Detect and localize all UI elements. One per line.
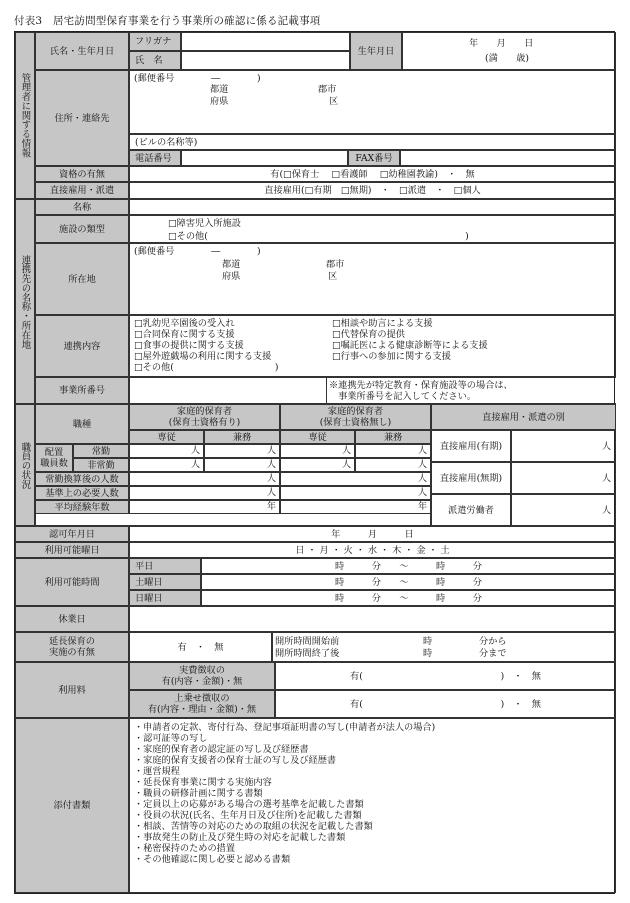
cooperation-label: 連携内容 [35, 315, 129, 377]
prefecture-top: 都道 [210, 84, 229, 95]
cooperation-item[interactable]: □代替保育の提供 [332, 329, 405, 340]
phone-field[interactable] [181, 150, 348, 166]
parttime-label: 非常勤 [73, 458, 129, 472]
staff-filler [35, 514, 431, 526]
attachment-item: ・その他確認に関し必要と認める書類 [134, 854, 291, 865]
col-unqualified-header: 家庭的保育者 (保育士資格無し) [280, 404, 431, 430]
cooperation-item[interactable]: □嘱託医による健康診断等による支援 [332, 340, 488, 351]
phone-label: 電話番号 [129, 150, 181, 166]
office-number-note [327, 377, 616, 404]
name-field[interactable] [181, 51, 350, 70]
building-field[interactable]: (ビルの名称等) [129, 134, 616, 150]
page-title: 付表3 居宅訪問型保育事業を行う事業所の確認に係る記載事項 [14, 15, 321, 27]
attachment-item: ・家庭的保育者の認定証の写し及び経歴書 [134, 744, 309, 755]
manager-section-label: 管理者に関する情報 [15, 32, 35, 199]
attachment-item: ・申請者の定款、寄付行為、登記事項証明書の写し(申請者が法人の場合) [134, 722, 436, 733]
fax-label: FAX番号 [348, 150, 400, 166]
facility-type-option-1[interactable]: □障害児入所施設 [168, 218, 241, 229]
holiday-field[interactable] [129, 606, 616, 632]
address-field[interactable] [129, 70, 616, 134]
attachment-item: ・職員の研修計画に関する書類 [134, 788, 263, 799]
office-number-label: 事業所番号 [35, 377, 129, 404]
name-label: 氏 名 [129, 51, 181, 70]
fulltime-b-senju[interactable]: 人 [280, 444, 355, 458]
attachment-item: ・延長保育事業に関する実施内容 [134, 777, 272, 788]
birth-date: 年 月 日 [469, 38, 534, 49]
fax-field[interactable] [400, 150, 616, 166]
extended-before-hour: 時 [423, 636, 433, 647]
fulltime-label: 常勤 [73, 444, 129, 458]
extended-after-minute: 分まで [479, 648, 507, 659]
direct-fixed-label: 直接雇用(有期) [431, 430, 511, 462]
fee-extra-value[interactable]: 有( ) ・ 無 [275, 690, 616, 718]
office-number-note-text: ※連携先が特定教育・保育施設等の場合は、 事業所番号を記入してください。 [329, 380, 513, 402]
address-label: 住所・連絡先 [35, 70, 129, 166]
fulltime-b-kennmu[interactable]: 人 [355, 444, 431, 458]
available-days-label: 利用可能曜日 [15, 542, 129, 558]
required-a[interactable]: 人 [129, 486, 280, 500]
attachment-item: ・定員以上の応募がある場合の選考基準を記載した書類 [134, 799, 364, 810]
hours-saturday-label: 土曜日 [129, 574, 201, 590]
kennmu-header-b: 兼務 [355, 430, 431, 444]
employment-value[interactable]: 直接雇用(□有期 □無期) ・ □派遣 ・ □個人 [129, 182, 616, 199]
extended-care-label: 延長保育の 実施の有無 [15, 632, 129, 662]
facility-type-label: 施設の類型 [35, 215, 129, 243]
converted-a[interactable]: 人 [129, 472, 280, 486]
kennmu-header-a: 兼務 [204, 430, 280, 444]
cooperation-right-list [332, 318, 488, 362]
fee-extra-label: 上乗せ徴収の 有(内容・理由・金額)・無 [129, 690, 275, 718]
furigana-label: フリガナ [129, 32, 181, 51]
hours-sunday-label: 日曜日 [129, 590, 201, 606]
cooperation-item[interactable]: □その他( ) [134, 362, 279, 373]
extended-after-hour: 時 [423, 648, 433, 659]
attachment-item: ・家庭的保育支援者の保育士証の写し及び経歴書 [134, 755, 337, 766]
direct-fixed-value[interactable]: 人 [511, 430, 616, 462]
direct-perm-label: 直接雇用(無期) [431, 462, 511, 494]
extended-care-yesno[interactable]: 有 ・ 無 [129, 632, 272, 662]
facility-type-field[interactable] [129, 215, 616, 243]
office-number-field[interactable] [129, 377, 327, 404]
age: (満 歳) [485, 53, 529, 64]
hours-sunday-value[interactable]: 時 分 ～ 時 分 [201, 590, 616, 606]
cooperation-field[interactable] [129, 315, 616, 377]
parttime-a-senju[interactable]: 人 [129, 458, 204, 472]
partner-city: 郡市 [326, 259, 345, 270]
available-days-value[interactable]: 日 ・ 月 ・ 火 ・ 水 ・ 木 ・ 金 ・ 土 [129, 542, 616, 558]
experience-b[interactable]: 年 [280, 500, 431, 514]
ward: 区 [329, 96, 339, 107]
partner-location-field[interactable] [129, 243, 616, 315]
fee-label: 利用料 [15, 662, 129, 718]
parttime-a-kennmu[interactable]: 人 [204, 458, 280, 472]
qualification-value[interactable]: 有(□保育士 □看護師 □幼稚園教諭) ・ 無 [129, 166, 616, 182]
employment-type-header: 直接雇用・派遣の別 [431, 404, 616, 430]
partner-section-label: 連携先の名称・所在地 [15, 199, 35, 404]
staff-section-label: 職員の状況 [15, 404, 35, 526]
converted-label: 常勤換算後の人数 [35, 472, 129, 486]
postal-code: (郵便番号 ― ) [134, 73, 261, 84]
cooperation-left-list [134, 318, 278, 373]
dispatch-value[interactable]: 人 [511, 494, 616, 526]
extended-before-minute: 分から [479, 636, 507, 647]
approval-date-label: 認可年月日 [15, 526, 129, 542]
facility-type-option-2[interactable]: □その他( ) [168, 231, 469, 242]
hours-saturday-value[interactable]: 時 分 ～ 時 分 [201, 574, 616, 590]
hours-weekday-value[interactable]: 時 分 ～ 時 分 [201, 558, 616, 574]
staff-count-label: 配置 職員数 [35, 444, 73, 472]
parttime-b-senju[interactable]: 人 [280, 458, 355, 472]
employment-label: 直接雇用・派遣 [35, 182, 129, 199]
partner-ward: 区 [328, 271, 338, 282]
converted-b[interactable]: 人 [280, 472, 431, 486]
partner-postal: (郵便番号 ― ) [134, 246, 261, 257]
attachment-item: ・秘密保持のための措置 [134, 843, 236, 854]
partner-name-label: 名称 [35, 199, 129, 215]
senju-header-a: 専従 [129, 430, 204, 444]
holiday-label: 休業日 [15, 606, 129, 632]
extended-care-times[interactable] [272, 632, 616, 662]
required-b[interactable]: 人 [280, 486, 431, 500]
prefecture-bottom: 府県 [210, 96, 229, 107]
cooperation-item[interactable]: □相談や助言による支援 [332, 318, 433, 329]
attachment-item: ・相談、苦情等の対応のための取組の状況を記載した書類 [134, 821, 373, 832]
col-qualified-header: 家庭的保育者 (保育士資格有り) [129, 404, 280, 430]
cooperation-item[interactable]: □合同保育に関する支援 [134, 329, 235, 340]
fee-actual-label: 実費徴収の 有(内容・金額)・無 [129, 662, 275, 690]
extended-before-label: 開所時間開始前 [275, 636, 340, 647]
attachment-item: ・認可証等の写し [134, 733, 208, 744]
fulltime-a-senju[interactable]: 人 [129, 444, 204, 458]
name-birth-label: 氏名・生年月日 [35, 32, 129, 70]
attachment-item: ・事故発生の防止及び発生時の対応を記載した書類 [134, 832, 346, 843]
attachment-item: ・役員の状況(氏名、生年月日及び住所)を記載した書類 [134, 810, 362, 821]
partner-prefecture-top: 都道 [222, 259, 241, 270]
required-label: 基準上の必要人数 [35, 486, 129, 500]
senju-header-b: 専従 [280, 430, 355, 444]
furigana-field[interactable] [181, 32, 350, 51]
birth-label: 生年月日 [350, 32, 402, 70]
attachments-list [129, 718, 616, 893]
extended-after-label: 開所時間終了後 [275, 648, 340, 659]
available-hours-label: 利用可能時間 [15, 558, 129, 606]
attachment-item: ・運営規程 [134, 766, 180, 777]
partner-prefecture-bottom: 府県 [222, 271, 241, 282]
partner-name-field[interactable] [129, 199, 616, 215]
parttime-b-kennmu[interactable]: 人 [355, 458, 431, 472]
qualification-label: 資格の有無 [35, 166, 129, 182]
experience-a[interactable]: 年 [129, 500, 280, 514]
approval-date-value[interactable]: 年 月 日 [129, 526, 616, 542]
birth-field[interactable] [402, 32, 616, 70]
direct-perm-value[interactable]: 人 [511, 462, 616, 494]
form-table [14, 31, 615, 894]
cooperation-item[interactable]: □食事の提供に関する支援 [134, 340, 244, 351]
hours-weekday-label: 平日 [129, 558, 201, 574]
cooperation-item[interactable]: □屋外遊戯場の利用に関する支援 [134, 351, 272, 362]
fulltime-a-kennmu[interactable]: 人 [204, 444, 280, 458]
cooperation-item[interactable]: □行事への参加に関する支援 [332, 351, 451, 362]
fee-actual-value[interactable]: 有( ) ・ 無 [275, 662, 616, 690]
cooperation-item[interactable]: □乳幼児卒園後の受入れ [134, 318, 235, 329]
partner-location-label: 所在地 [35, 243, 129, 315]
attachments-label: 添付書類 [15, 718, 129, 893]
job-type-label: 職種 [35, 404, 129, 444]
city-top: 郡市 [318, 84, 337, 95]
experience-label: 平均経験年数 [35, 500, 129, 514]
dispatch-label: 派遣労働者 [431, 494, 511, 526]
